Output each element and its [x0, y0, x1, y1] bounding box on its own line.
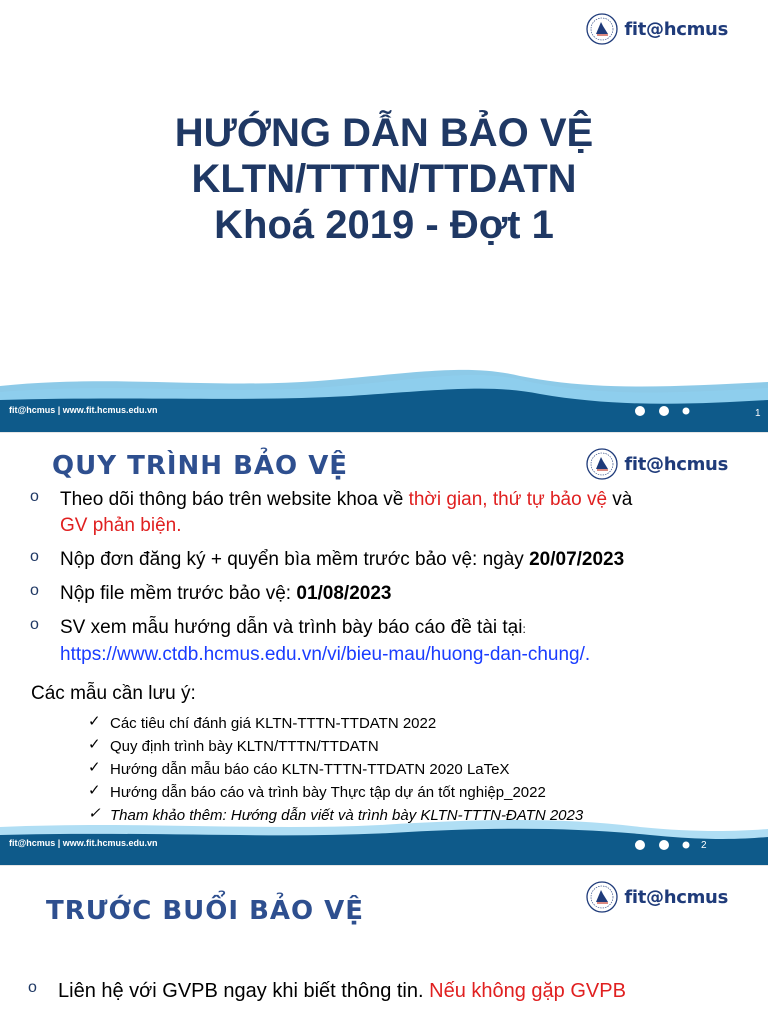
slide-1: [0, 0, 768, 432]
bullet-item: o SV xem mẫu hướng dẫn và trình bày báo cáo đề tài tại: https://www.ctdb.hcmus.edu.vn/vi/bieu-mau/huong-dan-chung/.: [30, 615, 730, 668]
notes-list: [88, 712, 583, 827]
section-title: TRƯỚC BUỔI BẢO VỆ: [46, 896, 365, 926]
bullet-mark: o: [30, 548, 39, 565]
bullet-item: o Nộp đơn đăng ký + quyển bìa mềm trước bảo vệ: ngày 20/07/2023: [30, 547, 730, 573]
note-item[interactable]: ✓ Hướng dẫn mẫu báo cáo KLTN-TTTN-TTDATN 2020 LaTeX: [88, 758, 583, 781]
logo-text: fit@hcmus: [624, 453, 728, 475]
seal-icon: [584, 880, 620, 914]
slide-1-title: [0, 110, 768, 248]
check-icon: ✓: [88, 782, 101, 799]
page-number: 1: [755, 408, 761, 419]
slide-2: [0, 433, 768, 865]
fit-hcmus-logo: [584, 447, 728, 481]
page-number: 2: [701, 840, 707, 851]
note-item[interactable]: ✓ Tham khảo thêm: Hướng dẫn viết và trình bày KLTN-TTTN-ĐATN 2023: [88, 804, 583, 827]
template-link[interactable]: https://www.ctdb.hcmus.edu.vn/vi/bieu-mau/huong-dan-chung/: [60, 644, 585, 665]
logo-text: fit@hcmus: [624, 18, 728, 40]
bullet-item: o Theo dõi thông báo trên website khoa về thời gian, thứ tự bảo vệ và GV phản biện.: [30, 487, 730, 539]
bullet-mark: o: [28, 979, 37, 996]
title-line-1: HƯỚNG DẪN BẢO VỆ: [174, 111, 594, 155]
fit-hcmus-logo: [584, 12, 728, 46]
bullet-item: o Liên hệ với GVPB ngay khi biết thông tin. Nếu không gặp GVPB: [28, 978, 728, 1004]
section-title: QUY TRÌNH BẢO VỆ: [52, 451, 349, 481]
footer-wave: [0, 356, 768, 432]
seal-icon: [584, 12, 620, 46]
bullet-mark: o: [30, 582, 39, 599]
note-item[interactable]: ✓ Quy định trình bày KLTN/TTTN/TTDATN: [88, 735, 583, 758]
bullet-mark: o: [30, 488, 39, 505]
footer-text: fit@hcmus | www.fit.hcmus.edu.vn: [9, 838, 158, 848]
check-icon: ✓: [88, 736, 101, 753]
title-line-3: Khoá 2019 - Đợt 1: [214, 203, 554, 247]
check-icon: ✓: [88, 713, 101, 730]
footer-text: fit@hcmus | www.fit.hcmus.edu.vn: [9, 405, 158, 415]
bullet-list: [30, 487, 730, 676]
note-item[interactable]: ✓ Hướng dẫn báo cáo và trình bày Thực tập dự án tốt nghiệp_2022: [88, 781, 583, 804]
bullet-list: [28, 978, 728, 1012]
logo-text: fit@hcmus: [624, 886, 728, 908]
note-item[interactable]: ✓ Các tiêu chí đánh giá KLTN-TTTN-TTDATN 2022: [88, 712, 583, 735]
bullet-item: o Nộp file mềm trước bảo vệ: 01/08/2023: [30, 581, 730, 607]
fit-hcmus-logo: [584, 880, 728, 914]
slide-3: [0, 866, 768, 1024]
title-line-2: KLTN/TTTN/TTDATN: [191, 157, 577, 201]
bullet-mark: o: [30, 616, 39, 633]
footer-wave: [0, 813, 768, 865]
notes-heading: Các mẫu cần lưu ý:: [31, 683, 196, 704]
check-icon: ✓: [88, 805, 101, 822]
seal-icon: [584, 447, 620, 481]
check-icon: ✓: [88, 759, 101, 776]
